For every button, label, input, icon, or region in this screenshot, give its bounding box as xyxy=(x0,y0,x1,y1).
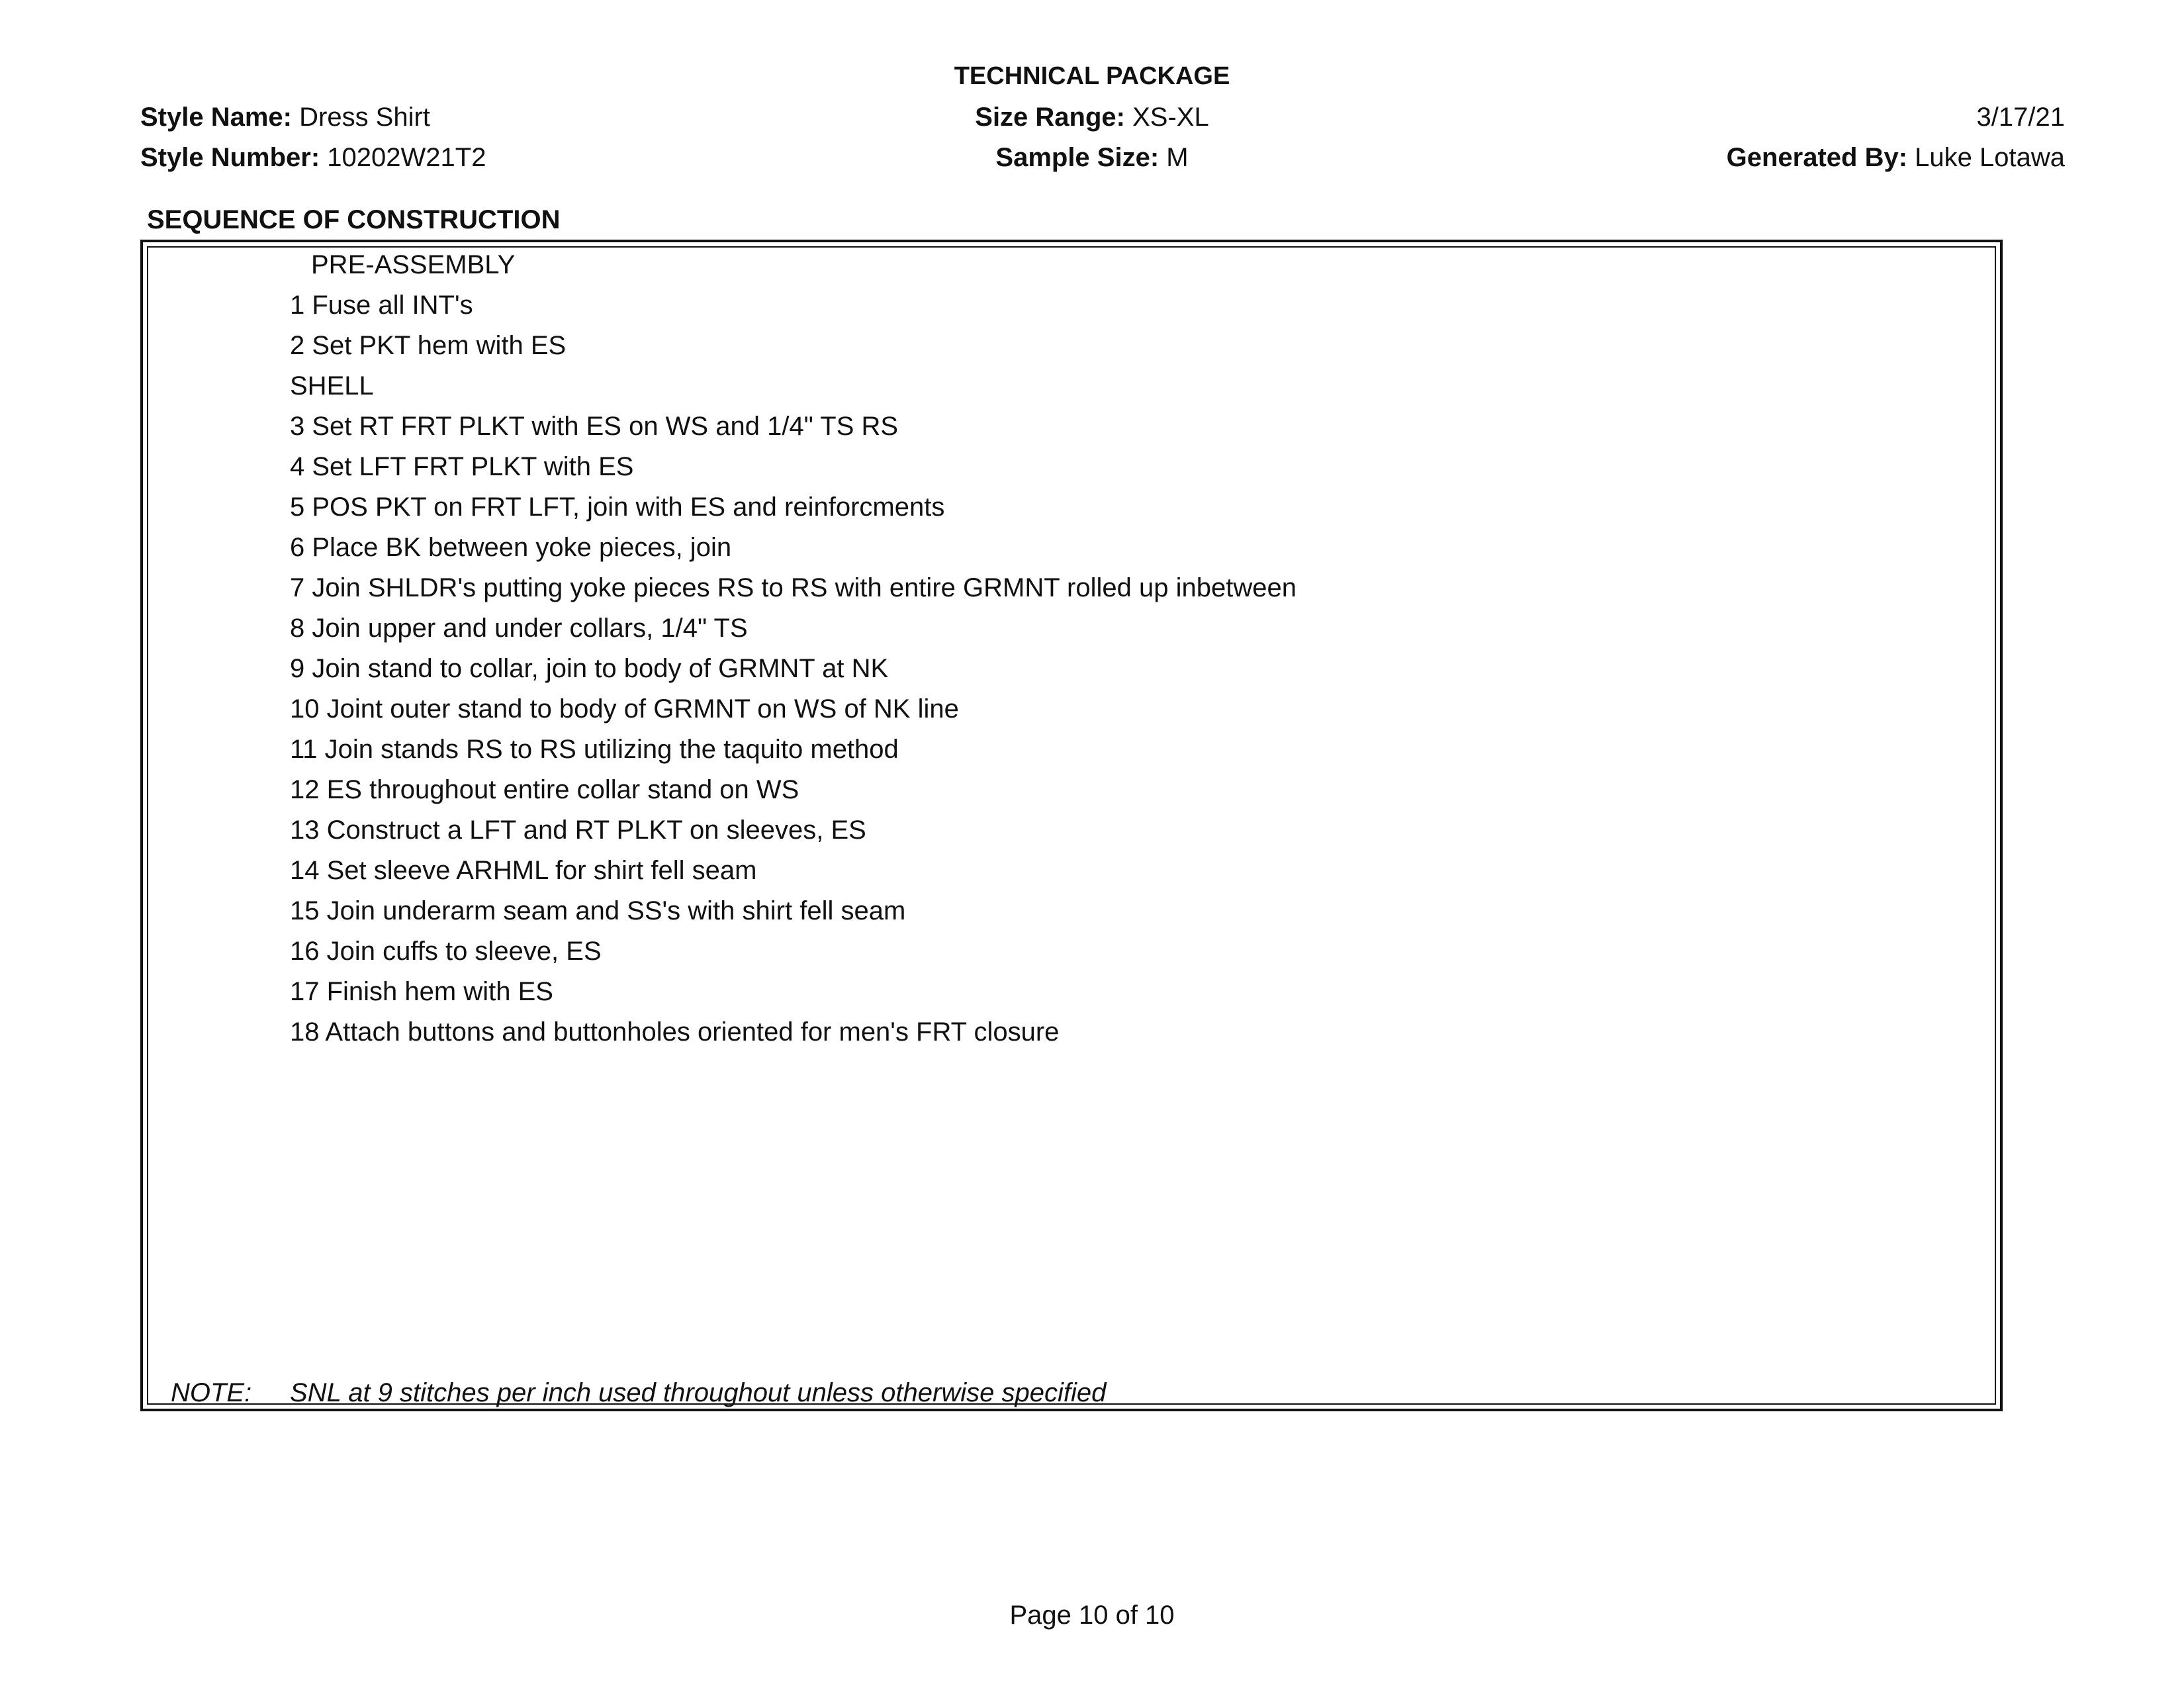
step-item: 9 Join stand to collar, join to body of GRMNT at NK xyxy=(290,654,889,683)
step-item: 10 Joint outer stand to body of GRMNT on WS of NK line xyxy=(290,694,959,724)
step-item: 2 Set PKT hem with ES xyxy=(290,331,567,360)
document-title: TECHNICAL PACKAGE xyxy=(954,62,1230,90)
step-item: 7 Join SHLDR's putting yoke pieces RS to RS with entire GRMNT rolled up inbetween xyxy=(290,573,1297,602)
step-item: 13 Construct a LFT and RT PLKT on sleeves, ES xyxy=(290,816,866,845)
generated-by-label: Generated By: xyxy=(1726,143,1908,172)
step-item: 12 ES throughout entire collar stand on WS xyxy=(290,775,799,804)
generated-by-value: Luke Lotawa xyxy=(1915,143,2065,172)
step-item: 5 POS PKT on FRT LFT, join with ES and reinforcments xyxy=(290,492,945,522)
sample-size-value: M xyxy=(1166,143,1189,172)
generated-by xyxy=(1727,143,2065,173)
size-range-value: XS-XL xyxy=(1132,103,1209,132)
document-date: 3/17/21 xyxy=(1976,103,2065,132)
step-item: 4 Set LFT FRT PLKT with ES xyxy=(290,452,634,481)
style-number-value: 10202W21T2 xyxy=(327,143,486,172)
step-item: 15 Join underarm seam and SS's with shirt fell seam xyxy=(290,896,906,925)
style-name-label: Style Name: xyxy=(140,103,292,132)
size-range xyxy=(0,103,2184,132)
step-item: 16 Join cuffs to sleeve, ES xyxy=(290,937,602,966)
step-item: 3 Set RT FRT PLKT with ES on WS and 1/4" TS RS xyxy=(290,412,899,441)
note-text: SNL at 9 stitches per inch used throughout unless otherwise specified xyxy=(290,1378,1107,1407)
style-number-label: Style Number: xyxy=(140,143,320,172)
step-item: 18 Attach buttons and buttonholes oriented for men's FRT closure xyxy=(290,1017,1060,1047)
size-range-label: Size Range: xyxy=(975,103,1125,132)
step-heading-shell: SHELL xyxy=(290,371,374,400)
step-item: 1 Fuse all INT's xyxy=(290,291,473,320)
sample-size-label: Sample Size: xyxy=(995,143,1160,172)
step-item: 11 Join stands RS to RS utilizing the taquito method xyxy=(290,735,899,764)
step-item: 17 Finish hem with ES xyxy=(290,977,553,1006)
section-title: SEQUENCE OF CONSTRUCTION xyxy=(147,205,561,234)
step-item: 6 Place BK between yoke pieces, join xyxy=(290,533,732,562)
step-item: 8 Join upper and under collars, 1/4" TS xyxy=(290,614,748,643)
step-heading-pre-assembly: PRE-ASSEMBLY xyxy=(311,250,516,279)
page-number: Page 10 of 10 xyxy=(1009,1601,1175,1630)
style-name-value: Dress Shirt xyxy=(299,103,430,132)
note-label: NOTE: xyxy=(171,1378,252,1407)
step-item: 14 Set sleeve ARHML for shirt fell seam xyxy=(290,856,757,885)
